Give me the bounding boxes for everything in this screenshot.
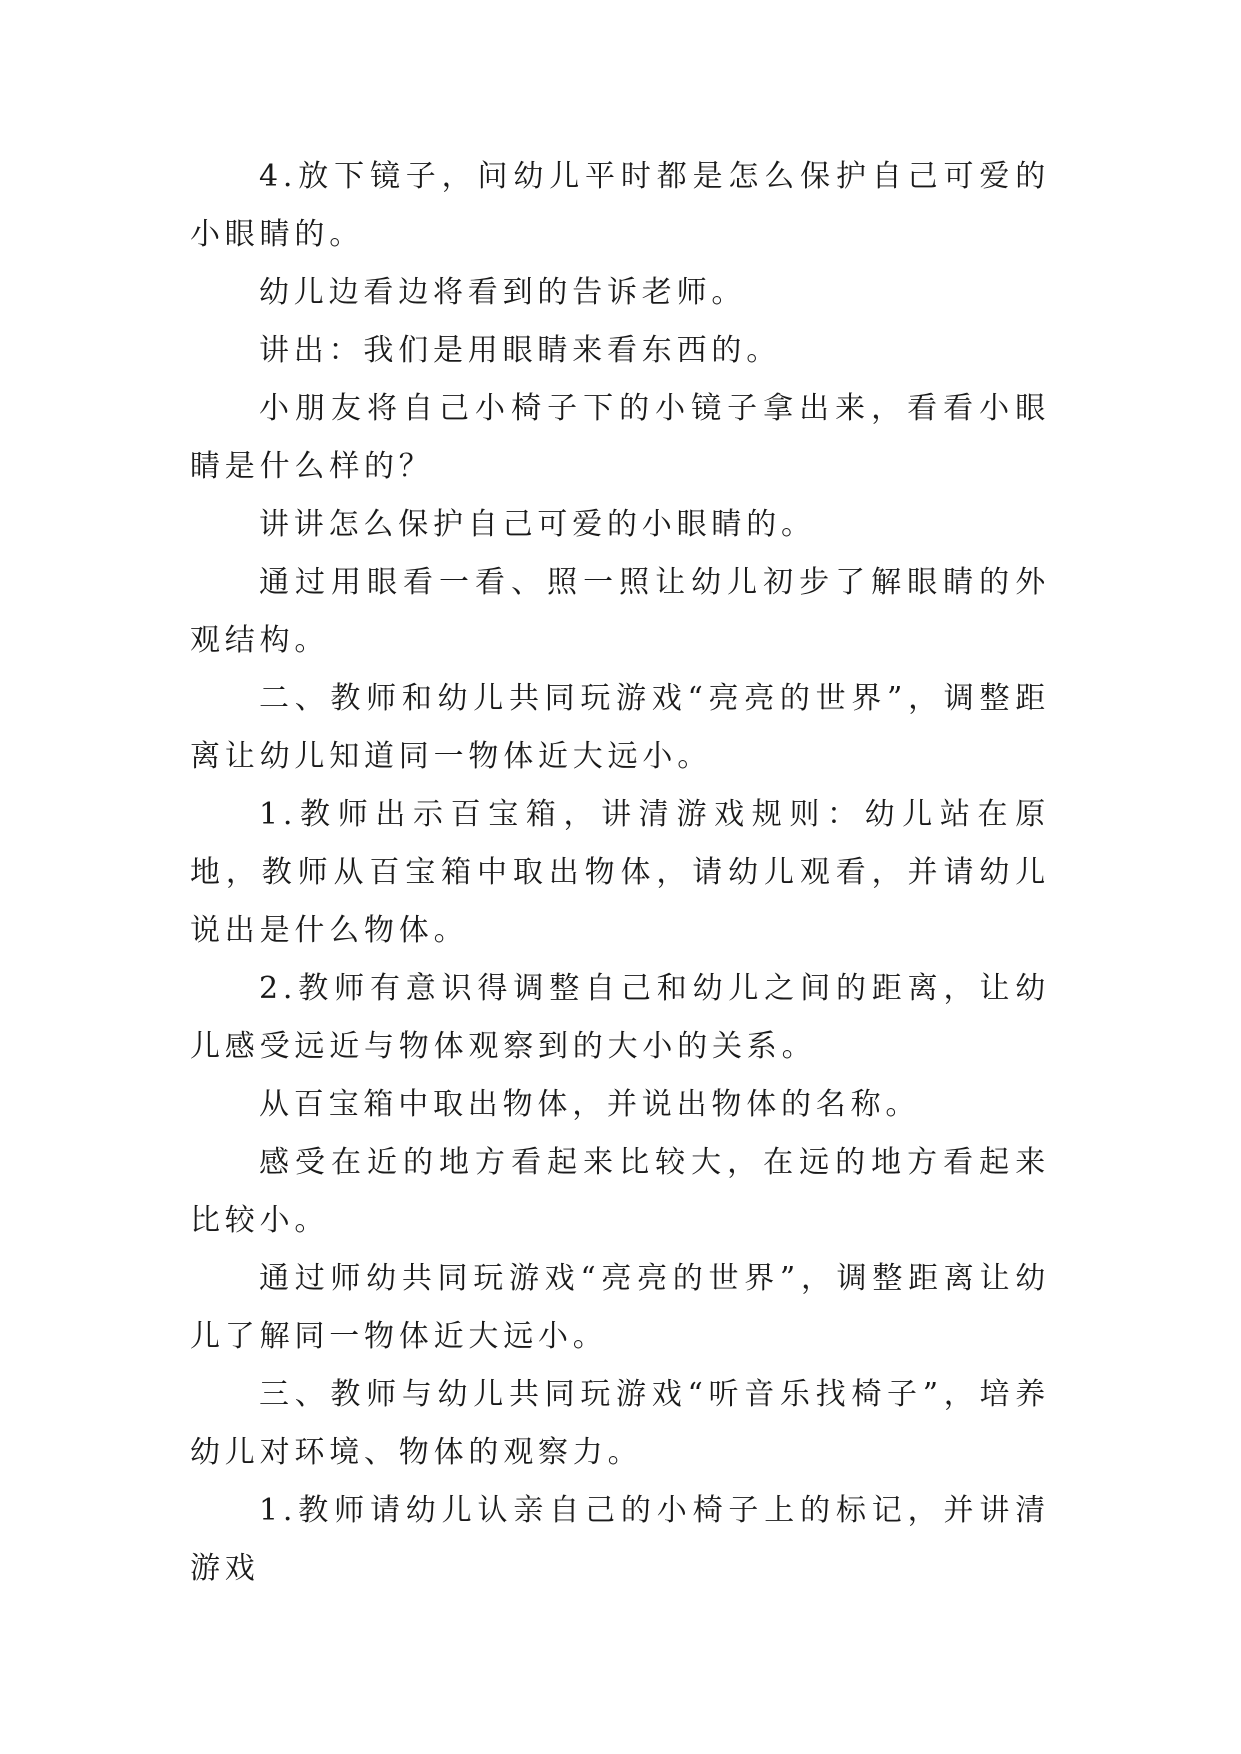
paragraph: 通过用眼看一看、照一照让幼儿初步了解眼睛的外观结构。 <box>190 565 1050 658</box>
paragraph: 1.教师请幼儿认亲自己的小椅子上的标记，并讲清游戏 <box>190 1493 1050 1586</box>
paragraph: 三、教师与幼儿共同玩游戏“听音乐找椅子”，培养幼儿对环境、物体的观察力。 <box>190 1377 1050 1470</box>
paragraph: 感受在近的地方看起来比较大，在远的地方看起来比较小。 <box>190 1145 1050 1238</box>
paragraph: 二、教师和幼儿共同玩游戏“亮亮的世界”，调整距离让幼儿知道同一物体近大远小。 <box>190 681 1050 774</box>
paragraph: 4.放下镜子，问幼儿平时都是怎么保护自己可爱的小眼睛的。 <box>190 159 1050 252</box>
paragraph: 1.教师出示百宝箱，讲清游戏规则：幼儿站在原地，教师从百宝箱中取出物体，请幼儿观看，并请幼儿说出是什么物体。 <box>190 797 1050 948</box>
paragraph: 小朋友将自己小椅子下的小镜子拿出来，看看小眼睛是什么样的？ <box>190 391 1050 484</box>
paragraph: 2.教师有意识得调整自己和幼儿之间的距离，让幼儿感受远近与物体观察到的大小的关系。 <box>190 971 1050 1064</box>
document-body <box>190 148 1050 1598</box>
paragraph: 讲讲怎么保护自己可爱的小眼睛的。 <box>259 507 816 542</box>
paragraph: 通过师幼共同玩游戏“亮亮的世界”，调整距离让幼儿了解同一物体近大远小。 <box>190 1261 1050 1354</box>
paragraph: 幼儿边看边将看到的告诉老师。 <box>259 275 747 310</box>
paragraph: 讲出：我们是用眼睛来看东西的。 <box>259 333 781 368</box>
paragraph: 从百宝箱中取出物体，并说出物体的名称。 <box>259 1087 921 1122</box>
